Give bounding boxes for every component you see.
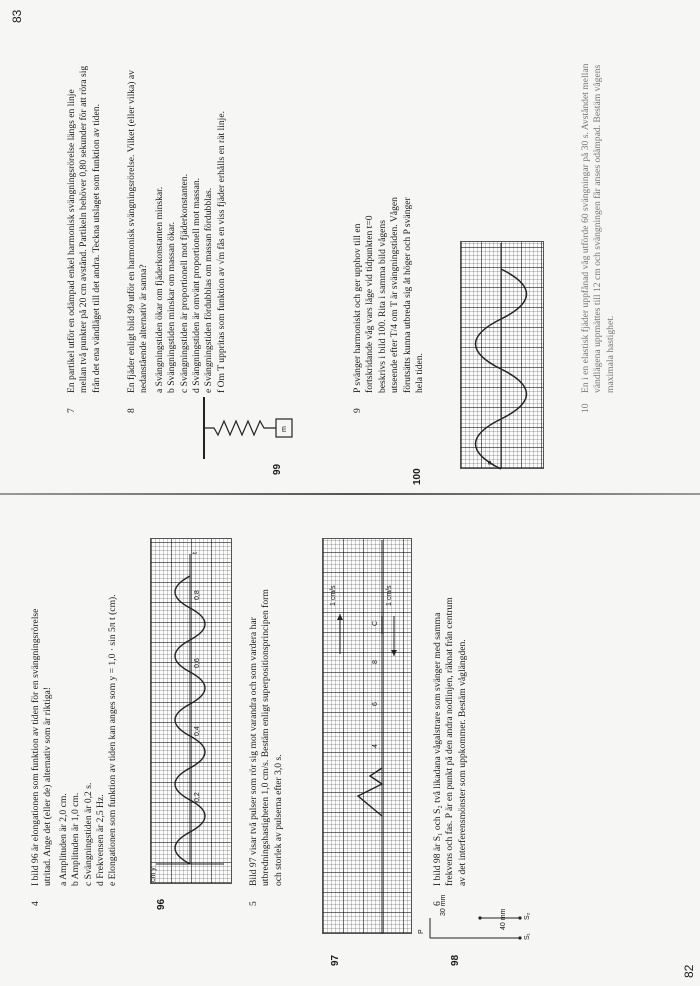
option-e: e Svängningstiden fördubblas om massan fördubblas. (203, 187, 215, 393)
distance-label: 40 mm (500, 908, 507, 930)
option-b: b Svängningstiden minskar om massan ökar. (166, 221, 178, 393)
grid-mark: 8 (372, 660, 379, 664)
question-5 (248, 586, 285, 906)
figure-100-wave (460, 243, 542, 469)
option-f: f Om T uppritas som funktion av √m fås en viss fjäder erhålls en rät linje. (215, 110, 227, 393)
tick-label: 0,8 (194, 590, 201, 600)
point-label: S₂ (524, 912, 531, 920)
figure-99-spring (200, 393, 310, 463)
question-text: Bild 97 visar två pulser som rör sig mot varandra och som vardera har utbredningshastigheten 1,0 cm/s. Bestäm enligt superpositionsprincipen form och storlek av pulserna efter 3,0 s. (248, 589, 284, 886)
question-text: En fjäder enligt bild 99 utför en harmonisk svängningsrörelse. Vilket (eller vilka) av nedanstående alternativ är sanna? (126, 70, 150, 393)
page-number: 82 (682, 964, 696, 978)
page-number: 83 (10, 9, 24, 23)
question-number: 6 (432, 901, 443, 906)
left-page (0, 493, 700, 986)
question-number: 7 (66, 408, 77, 413)
question-9 (352, 193, 426, 413)
point-label: P (488, 460, 495, 465)
option-d: d Svängningstiden är omvänt proportionell mot massan. (191, 177, 203, 393)
option-e: e Elongationen som funktion av tiden kan anges som y = 1,0 · sin 5π t (cm). (107, 594, 119, 886)
figure-label: 97 (330, 954, 341, 966)
distance-label: 30 mm (440, 894, 447, 916)
point-label: P (418, 929, 425, 934)
point-label: S₁ (524, 932, 531, 940)
tick-label: 0,6 (194, 658, 201, 668)
question-text: P svänger harmoniskt och ger upphov till en fortskridande våg vars läge vid tidpunkten t=0 beskrivs i bild 100. Rita i samma bild vågens utseende efter T/4 om T är svängningstiden. Vågen förutsätts kunna utbreda sig åt höger och P svänger hela tiden. (352, 197, 426, 393)
figure-96-wave (150, 540, 230, 884)
question-number: 9 (352, 408, 363, 413)
grid-mark: 4 (372, 744, 379, 748)
option-c: c Svängningstiden är 0,2 s. (82, 782, 94, 886)
question-7 (66, 63, 103, 413)
option-b: b Amplituden är 1,0 cm. (70, 792, 82, 886)
question-number: 8 (126, 408, 137, 413)
mass-label: m (281, 426, 288, 432)
question-number: 5 (248, 901, 259, 906)
question-text: I bild 96 är elongationen som funktion av tiden för en svängningsrörelse utritad. Ange det (eller de) alternativ som är riktiga! (30, 608, 54, 886)
figure-label: 98 (450, 954, 461, 966)
speed-label: 1 cm/s (330, 585, 337, 606)
binding-fold (0, 493, 700, 495)
option-a: a Amplituden är 2,0 cm. (57, 793, 69, 886)
question-number: 4 (30, 901, 41, 906)
question-8 (126, 33, 228, 413)
question-number: 10 (580, 403, 591, 413)
speed-label: 1 cm/s (386, 585, 393, 606)
figure-label: 96 (156, 898, 167, 910)
question-text: I bild 98 är S₁ och S₂ två likadana vågalstrare som svänger med samma frekvens och fas. P är en punkt på den andra nodlinjen, räknat från centrum av det interferensmönster som uppkommer. Bestäm våglängden. (432, 597, 468, 886)
question-10 (580, 53, 617, 413)
question-text: En i en elastisk fjäder uppfånad våg utförde 60 svängningar på 30 s. Avståndet mellan vändlägena uppmättes till 12 cm och svängningen får anses odämpad. Bestäm vågens maximala hastighet. (580, 63, 616, 393)
tick-label: 0,4 (194, 726, 201, 736)
option-a: a Svängningstiden ökar om fjäderkonstanten minskar. (153, 186, 165, 393)
y-axis-label: cm y (150, 867, 157, 882)
figure-98-diagram (420, 886, 530, 946)
question-text: En partikel utför en odämpad enkel harmonisk svängningsrörelse längs en linje mellan två punkter på 20 cm avstånd. Partikeln behöver 0,80 sekunder för att röra sig från det ena vändläget till det andra. Teckna utslaget som funktion av tiden. (66, 65, 102, 393)
t-axis-label: t (192, 552, 199, 554)
figure-label: 100 (412, 468, 423, 485)
grid-mark: C (372, 620, 379, 626)
tick-label: 0,2 (194, 792, 201, 802)
question-4 (30, 586, 120, 906)
grid-mark: 6 (372, 702, 379, 706)
figure-label: 99 (272, 463, 283, 475)
option-d: d Frekvensen är 2,5 Hz. (95, 794, 107, 886)
option-c: c Svängningstiden är proportionell mot fjäderkonstanten. (178, 173, 190, 393)
